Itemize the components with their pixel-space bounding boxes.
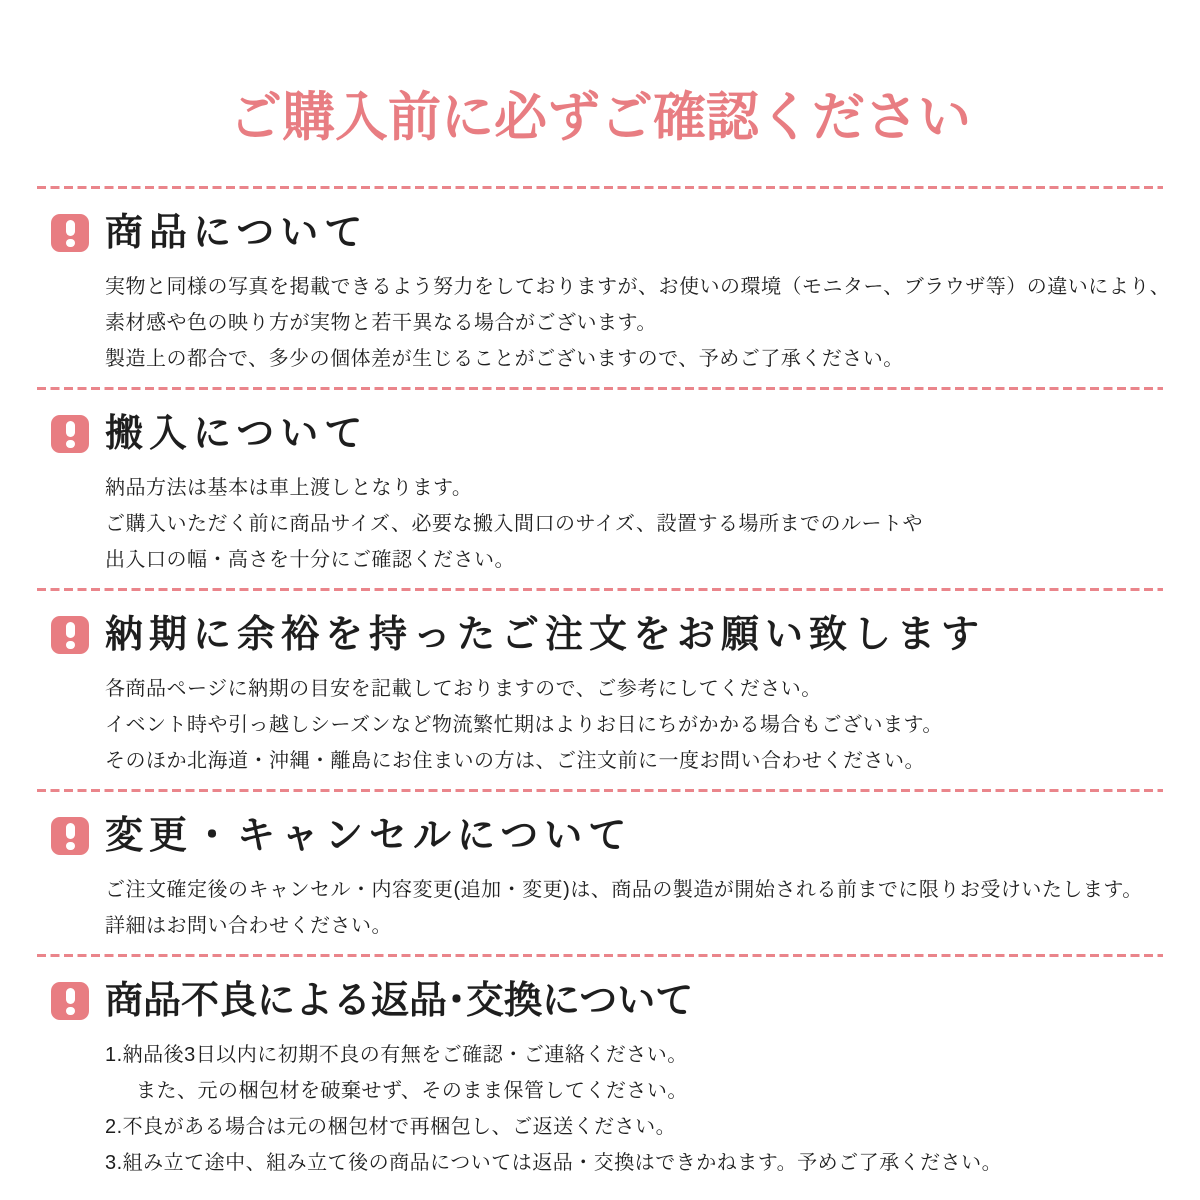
section-body [105,1037,1163,1181]
exclamation-dot [66,641,75,649]
section-heading: 変更・キャンセルについて [105,815,633,858]
notice-section [0,591,1200,789]
body-line: 3.組み立て途中、組み立て後の商品については返品・交換はできかねます。予めご了承ください。 [105,1152,1003,1175]
body-line: 納品方法は基本は車上渡しとなります。 [105,477,473,500]
exclamation-dot [66,1007,75,1015]
section-body [105,872,1163,944]
exclamation-icon [51,817,89,855]
section-heading-row [51,980,1163,1023]
section-heading-row [51,212,1163,255]
body-line: 出入口の幅・高さを十分にご確認ください。 [105,549,515,572]
body-line: 素材感や色の映り方が実物と若干異なる場合がございます。 [105,312,657,335]
exclamation-dot [66,239,75,247]
section-heading-row [51,614,1163,657]
section-heading: 商品不良による返品･交換について [105,980,694,1023]
body-line: 各商品ページに納期の目安を記載しておりますので、ご参考にしてください。 [105,678,822,701]
exclamation-bar [66,988,75,1004]
notice-section [0,390,1200,588]
exclamation-bar [66,421,75,437]
section-heading-row [51,413,1163,456]
section-body [105,269,1171,377]
exclamation-dot [66,440,75,448]
body-line: ご購入いただく前に商品サイズ、必要な搬入間口のサイズ、設置する場所までのルートや [105,513,923,536]
section-heading: 商品について [105,212,369,255]
sections [0,186,1200,1191]
body-line: イベント時や引っ越しシーズンなど物流繁忙期はよりお日にちがかかる場合もございます。 [105,714,943,737]
exclamation-bar [66,220,75,236]
exclamation-bar [66,622,75,638]
body-line: 2.不良がある場合は元の梱包材で再梱包し、ご返送ください。 [105,1116,677,1139]
section-heading: 納期に余裕を持ったご注文をお願い致します [105,614,986,657]
body-line: 実物と同様の写真を掲載できるよう努力をしておりますが、お使いの環境（モニター、ブラウザ等）の違いにより、 [105,276,1171,299]
section-heading-row [51,815,1163,858]
body-line: 1.納品後3日以内に初期不良の有無をご確認・ご連絡ください。 [105,1044,688,1067]
body-line: 詳細はお問い合わせください。 [105,915,392,938]
body-line: 製造上の都合で、多少の個体差が生じることがございますので、予めご了承ください。 [105,348,904,371]
section-body [105,671,1163,779]
body-line: ご注文確定後のキャンセル・内容変更(追加・変更)は、商品の製造が開始される前までに限りお受けいたします。 [105,879,1143,902]
notice-section [0,792,1200,954]
notice-section [0,957,1200,1191]
body-line: そのほか北海道・沖縄・離島にお住まいの方は、ご注文前に一度お問い合わせください。 [105,750,925,773]
notice-section [0,189,1200,387]
section-heading: 搬入について [105,413,369,456]
exclamation-bar [66,823,75,839]
body-line: また、元の梱包材を破棄せず、そのまま保管してください。 [136,1080,688,1103]
exclamation-icon [51,415,89,453]
exclamation-icon [51,982,89,1020]
exclamation-dot [66,842,75,850]
section-body [105,470,1163,578]
exclamation-icon [51,214,89,252]
page-title: ご購入前に必ずご確認ください [229,87,971,147]
exclamation-icon [51,616,89,654]
